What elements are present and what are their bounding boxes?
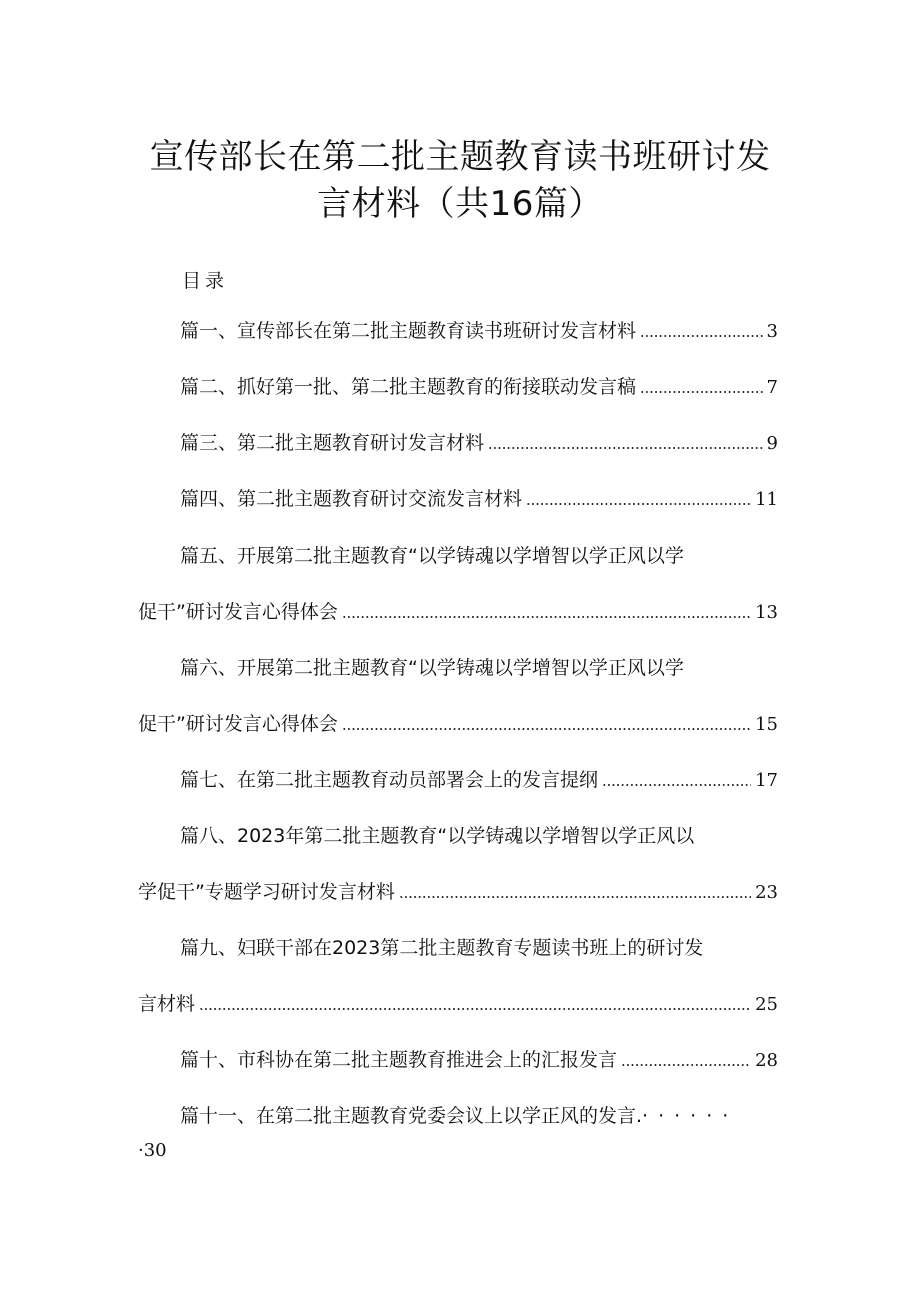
toc-entry-6-line-2[interactable] <box>138 711 778 737</box>
toc-entry-title: 篇六、开展第二批主题教育“以学铸魂以学增智以学正风以学 <box>180 657 684 679</box>
toc-entry-title-continued: 促干”研讨发言心得体会 <box>138 713 338 735</box>
toc-entry-page: 13 <box>755 602 778 623</box>
toc-entry-title: 篇十一、在第二批主题教育党委会议上以学正风的发言. <box>180 1105 643 1127</box>
toc-entry-title-continued: 促干”研讨发言心得体会 <box>138 601 338 623</box>
dot-leader <box>342 727 751 731</box>
toc-entry-page: 23 <box>755 882 778 903</box>
toc-entry-3[interactable] <box>138 430 778 456</box>
toc-entry-8-line-1[interactable] <box>138 823 778 849</box>
toc-entry-title: 篇十、市科协在第二批主题教育推进会上的汇报发言 <box>180 1049 618 1071</box>
toc-entry-title: 篇八、2023年第二批主题教育“以学铸魂以学增智以学正风以 <box>180 825 695 847</box>
toc-entry-9-line-2[interactable] <box>138 991 778 1017</box>
dot-leader <box>640 334 763 338</box>
toc-heading: 目录 <box>182 270 229 292</box>
toc-entry-10[interactable] <box>138 1047 778 1073</box>
toc-entry-title: 篇三、第二批主题教育研讨发言材料 <box>180 432 485 454</box>
toc-entry-page: 3 <box>766 321 778 342</box>
dot-leader <box>199 1007 751 1011</box>
dot-leader <box>621 1063 751 1067</box>
toc-entry-1[interactable] <box>138 318 778 344</box>
toc-entry-title-continued: 言材料 <box>138 993 196 1015</box>
toc-entry-title: 篇四、第二批主题教育研讨交流发言材料 <box>180 488 523 510</box>
toc-entry-page: ·30 <box>138 1140 167 1161</box>
dot-leader <box>399 895 751 899</box>
toc-entry-title: 篇二、抓好第一批、第二批主题教育的衔接联动发言稿 <box>180 376 637 398</box>
dot-leader <box>342 615 751 619</box>
toc-entry-page: 9 <box>766 433 778 454</box>
toc-entry-title: 篇一、宣传部长在第二批主题教育读书班研讨发言材料 <box>180 320 637 342</box>
toc-entry-11-line-2[interactable] <box>138 1138 778 1164</box>
toc-entry-page: 11 <box>755 489 778 510</box>
dot-leader <box>488 446 763 450</box>
toc-entry-7[interactable] <box>138 767 778 793</box>
document-title-line-1: 宣传部长在第二批主题教育读书班研讨发 <box>149 137 771 177</box>
toc-entry-title-continued: 学促干”专题学习研讨发言材料 <box>138 881 395 903</box>
toc-entry-5-line-1[interactable] <box>138 543 778 569</box>
toc-entry-page: 7 <box>766 377 778 398</box>
toc-entry-11-line-1[interactable] <box>138 1103 778 1129</box>
toc-entry-6-line-1[interactable] <box>138 655 778 681</box>
toc-entry-title: 篇九、妇联干部在2023第二批主题教育专题读书班上的研讨发 <box>180 937 704 959</box>
toc-entry-5-line-2[interactable] <box>138 599 778 625</box>
document-title-line-2: 言材料（共16篇） <box>317 184 603 224</box>
toc-entry-2[interactable] <box>138 374 778 400</box>
dot-leader <box>526 502 751 506</box>
dot-leader <box>602 783 751 787</box>
toc-entry-title: 篇七、在第二批主题教育动员部署会上的发言提纲 <box>180 769 599 791</box>
toc-entry-4[interactable] <box>138 486 778 512</box>
toc-entry-page: 17 <box>755 770 778 791</box>
toc-entry-9-line-1[interactable] <box>138 935 778 961</box>
toc-entry-title: 篇五、开展第二批主题教育“以学铸魂以学增智以学正风以学 <box>180 545 684 567</box>
toc-entry-page: 15 <box>755 714 778 735</box>
toc-entry-page: 28 <box>755 1050 778 1071</box>
dot-leader <box>640 390 763 394</box>
toc-entry-page: 25 <box>755 994 778 1015</box>
dot-leader-trail: ······ <box>642 1105 739 1127</box>
toc-entry-8-line-2[interactable] <box>138 879 778 905</box>
